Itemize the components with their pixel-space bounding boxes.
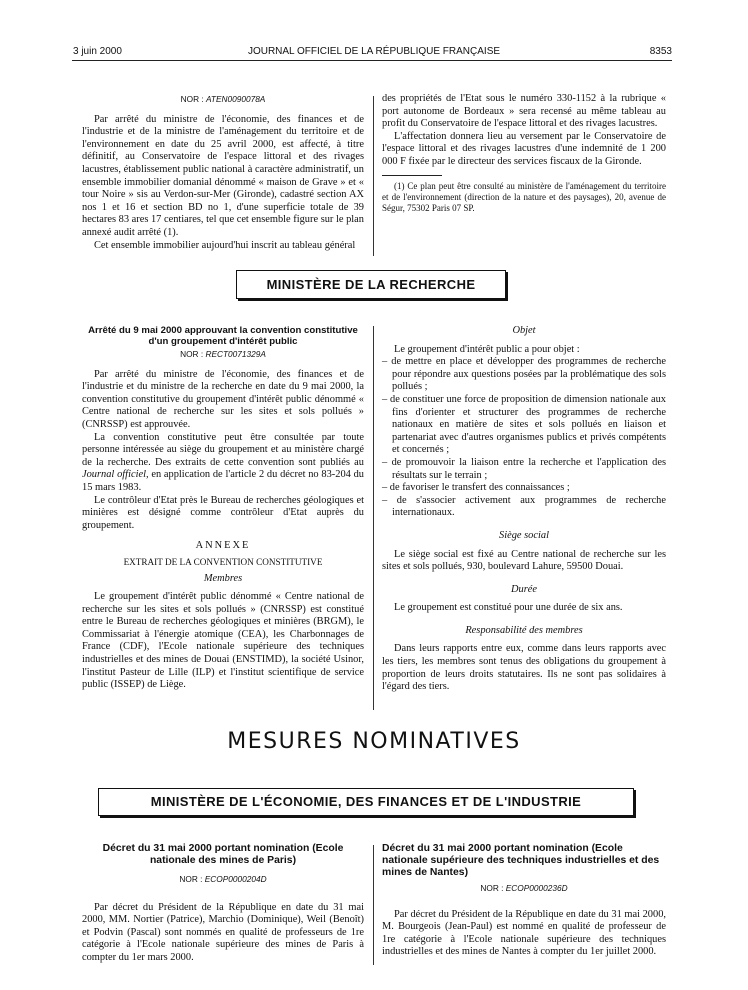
arrete-title: Arrêté du 9 mai 2000 approuvant la convention constitutive d'un groupement d'intérêt public xyxy=(88,325,358,347)
paragraph: Le siège social est fixé au Centre national de recherche sur les sites et sols pollués, 930, boulevard Lahure, 59500 Douai. xyxy=(382,548,666,573)
decret-nantes-column xyxy=(382,843,666,959)
ministry-heading-box xyxy=(98,788,634,816)
footnote: (1) Ce plan peut être consulté au ministère de l'aménagement du territoire et de l'environnement (direction de la nature et des paysages), 20, avenue de Ségur, 75302 Paris 07 SP. xyxy=(382,180,666,213)
membres-heading: Membres xyxy=(203,572,243,584)
annexe-heading: ANNEXE xyxy=(195,540,251,552)
paragraph: Le groupement d'intérêt public dénommé « Centre national de recherche sur les sites et sols pollués » (CNRSSP) est constitué entre le Bureau de recherches géologiques et minières (BRGM), le Commissariat à l'énergie atomique (CEA), les Charbonnages de France (CDF), l'Ecole nationale supérieure des techniques industrielles et des mines de Douai (ENSTIMD), la société Usinor, l'institut Pasteur de Lille (ILP) et l'institut scientifique de service public (ISSEP) de Liège. xyxy=(82,591,364,691)
paragraph: Dans leurs rapports entre eux, comme dans leurs rapports avec les tiers, les membres sont tenus des obligations du groupement à proportion de leurs droits statutaires. Ils ne sont pas solidaires à l'égard des tiers. xyxy=(382,643,666,693)
paragraph: Cet ensemble immobilier aujourd'hui inscrit au tableau général xyxy=(94,239,356,251)
column-divider xyxy=(373,845,374,965)
journal-officiel-italic: Journal officiel, xyxy=(82,469,149,481)
objet-heading: Objet xyxy=(512,325,536,336)
top-left-column xyxy=(82,92,364,252)
responsabilite-heading: Responsabilité des membres xyxy=(465,624,583,636)
list-item: – de s'associer activement aux programmes de recherche internationaux. xyxy=(382,494,666,519)
header-journal-title: JOURNAL OFFICIEL DE LA RÉPUBLIQUE FRANÇAISE xyxy=(247,46,501,57)
list-item: – de favoriser le transfert des connaissances ; xyxy=(382,482,570,494)
decret-title: Décret du 31 mai 2000 portant nomination (Ecole nationale supérieure des techniques industrielles et des mines de Nantes) xyxy=(382,843,660,878)
nor-line xyxy=(382,882,666,895)
section-title: MESURES NOMINATIVES xyxy=(227,729,521,754)
header-rule xyxy=(72,60,672,61)
arrete-left-column xyxy=(82,325,364,692)
header-date: 3 juin 2000 xyxy=(73,46,122,57)
column-divider xyxy=(373,96,374,256)
duree-heading: Durée xyxy=(511,583,537,595)
footnote-rule xyxy=(382,175,442,176)
objet-list xyxy=(382,356,666,520)
decret-paris-column xyxy=(82,843,364,965)
list-item: – de promouvoir la liaison entre la recherche et l'application des résultats sur le terrain ; xyxy=(382,456,666,481)
nor-label: NOR : xyxy=(180,349,206,359)
header-page-number: 8353 xyxy=(649,46,672,57)
paragraph: Le contrôleur d'Etat près le Bureau de recherches géologiques et minières est désigné comme contrôleur d'Etat auprès du groupement. xyxy=(82,494,364,531)
text-span: en application de l'article 2 du décret no 83-204 du 15 mars 1983. xyxy=(82,469,365,493)
extrait-heading: EXTRAIT DE LA CONVENTION CONSTITUTIVE xyxy=(123,556,323,567)
list-item: – de constituer une force de proposition de dimension nationale aux fins d'orienter et structurer des programmes de recherche nationaux en matière de sites et sols pollués en liaison et partenariat avec d'autres organismes publics et privés compétents et concernés ; xyxy=(382,393,666,456)
paragraph: Le groupement d'intérêt public a pour objet : xyxy=(394,343,580,355)
ministry-heading: MINISTÈRE DE L'ÉCONOMIE, DES FINANCES ET DE L'INDUSTRIE xyxy=(150,794,582,809)
paragraph: Par arrêté du ministre de l'économie, des finances et de l'industrie et de la ministre de l'aménagement du territoire et de l'environnement en date du 25 avril 2000, est affecté, à titre définitif, au Conservatoire de l'espace littoral et des rivages lacustres, établissement public national à caractère administratif, un ensemble immobilier domanial dénommé « maison de Grave » et « tour Noire » sis au Verdon-sur-Mer (Gironde), cadastré section AX nos 1 et 16 et section BD no 1, d'une superficie totale de 39 hectares 83 ares 17 centiares, tel que cet ensemble figure sur le plan annexé audit arrêté (1). xyxy=(82,113,364,238)
decret-title: Décret du 31 mai 2000 portant nomination (Ecole nationale des mines de Paris) xyxy=(102,843,344,866)
nor-code: ECOP0000204D xyxy=(204,874,267,884)
top-right-column xyxy=(382,93,666,214)
nor-label: NOR : xyxy=(179,874,205,884)
column-divider xyxy=(373,326,374,710)
siege-heading: Siège social xyxy=(499,529,549,541)
paragraph: Par décret du Président de la République en date du 31 mai 2000, M. Bourgeois (Jean-Paul) est nommé en qualité de professeur de 1re catégorie à l'Ecole nationale supérieure des techniques industrielles et des mines de Nantes à compter du 1er juillet 2000. xyxy=(382,908,666,958)
arrete-right-column xyxy=(382,325,666,694)
paragraph: L'affectation donnera lieu au versement par le Conservatoire de l'espace littoral et des rivages lacustres d'une indemnité de 1 200 000 F fixée par le directeur des services fiscaux de la Gironde. xyxy=(382,130,666,167)
nor-code: ATEN0090078A xyxy=(206,94,266,104)
nor-line xyxy=(82,348,364,361)
ministry-heading-box xyxy=(236,270,506,299)
nor-line xyxy=(82,873,364,886)
list-item: – de mettre en place et développer des programmes de recherche pour répondre aux questions posées par la problématique des sols pollués ; xyxy=(382,356,666,393)
nor-code: RECT0071329A xyxy=(205,349,266,359)
text-span: La convention constitutive peut être consultée par toute personne intéressée au siège du groupement et au ministère chargé de la recherche. Des extraits de cette convention sont publiés au xyxy=(82,431,364,468)
paragraph xyxy=(82,432,364,495)
nor-code: ECOP0000236D xyxy=(505,883,568,893)
ministry-heading: MINISTÈRE DE LA RECHERCHE xyxy=(266,277,476,292)
paragraph: Le groupement est constitué pour une durée de six ans. xyxy=(394,602,623,614)
paragraph: Par arrêté du ministre de l'économie, des finances et de l'industrie et du ministre de la recherche en date du 9 mai 2000, la convention constitutive du groupement d'intérêt public dénommé « Centre national de recherche sur les sites et sols pollués » (CNRSSP) est approuvée. xyxy=(82,368,364,430)
nor-line xyxy=(82,93,364,106)
paragraph: Par décret du Président de la République en date du 31 mai 2000, MM. Nortier (Patrice), Marchio (Dominique), Weil (Benoît) et Podvin (Pascal) sont nommés en qualité de professeurs de 1re catégorie à l'Ecole nationale supérieure des mines de Paris à compter du 1er mars 2000. xyxy=(82,901,364,963)
nor-label: NOR : xyxy=(180,94,206,104)
paragraph: des propriétés de l'Etat sous le numéro 330-1152 à la rubrique « port autonome de Bordeaux » sera recensé au même tableau au profit du Conservatoire de l'espace littoral et des rivages lacustres. xyxy=(382,93,666,130)
nor-label: NOR : xyxy=(480,883,506,893)
